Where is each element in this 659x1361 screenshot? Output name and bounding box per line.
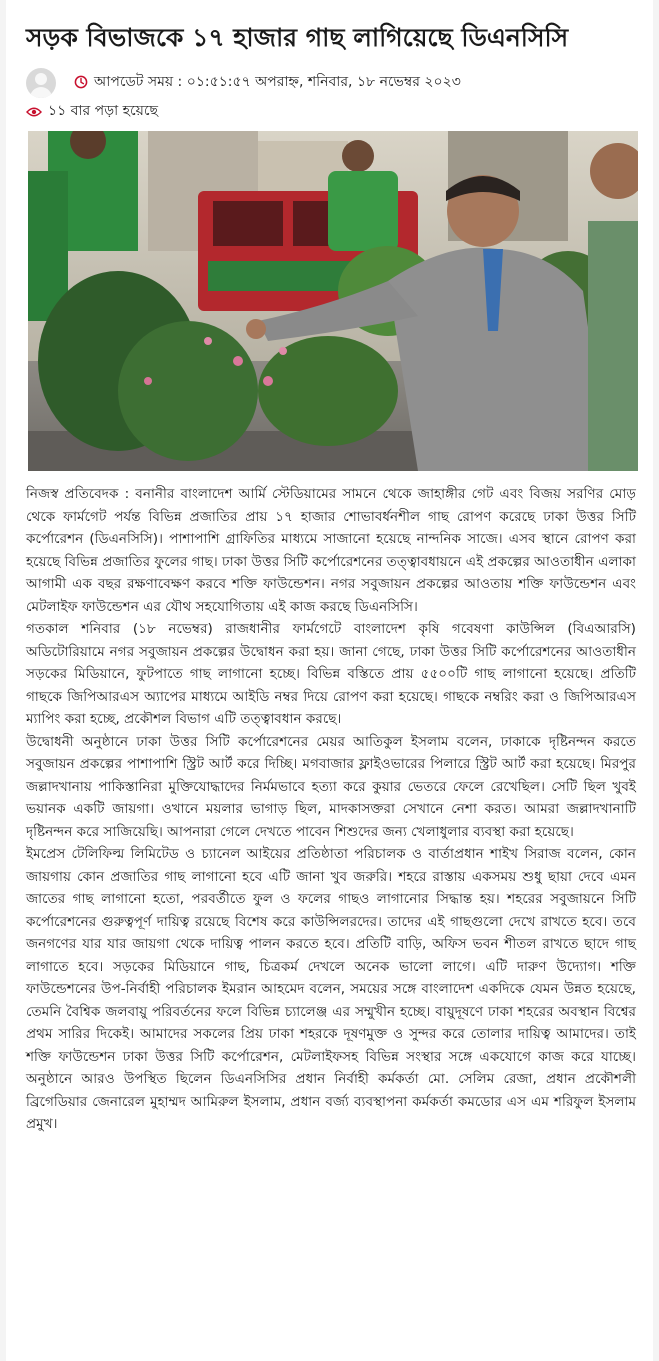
article-paragraph: ইমপ্রেস টেলিফিল্ম লিমিটেড ও চ্যানেল আইয়ের প্রতিষ্ঠাতা পরিচালক ও বার্তাপ্রধান শাইখ সিরাজ বলেন, কোন জায়গায় কোন প্রজাতির গাছ লাগানো হবে এটি জানা খুব জরুরি। শহরে রাস্তায় একসময় শুধু ছায়া দেবে এমন জাতের গাছ লাগানো হতো, পরবর্তীতে ফুল ও ফলের গাছও লাগানোর সিদ্ধান্ত হয়। শহরের সবুজায়নে সিটি কর্পোরেশনের গুরুত্বপূর্ণ দায়িত্ব রয়েছে বিশেষ করে কাউন্সিলরদের। তাদের এই গাছগুলো দেখে রাখতে হবে। তবে জনগণের যার যার জায়গা থেকে দায়িত্ব পালন করতে হবে। প্রতিটি বাড়ি, অফিস ভবন শীতল রাখতে ছাদে গাছ লাগাতে হবে। সড়কের মিডিয়ানে গাছ, চিত্রকর্ম দেখলে অনেক ভালো লাগে। এটি দারুণ উদ্যোগ। শক্তি ফাউন্ডেশনের উপ-নির্বাহী পরিচালক ইমরান আহমেদ বলেন, সময়ের সঙ্গে বাংলাদেশ একদিকে যেমন উন্নত হয়েছে, তেমনি বৈশ্বিক জলবায়ু পরিবর্তনের ফলে বিভিন্ন চ্যালেঞ্জ এর সম্মুখীন হচ্ছে। বায়ুদূষণে ঢাকা শহরের অবস্থান বিশ্বের প্রথম সারির দিকেই। আমাদের সকলের প্রিয় ঢাকা শহরকে দূষণমুক্ত ও সুন্দর করে তোলার দায়িত্ব আমাদের। তাই শক্তি ফাউন্ডেশন ঢাকা উত্তর সিটি কর্পোরেশন, মেটলাইফসহ বিভিন্ন সংস্থার সঙ্গে একযোগে কাজ করে যাচ্ছে। অনুষ্ঠানে আরও উপস্থিত ছিলেন ডিএনসিসির প্রধান নির্বাহী কর্মকর্তা মো. সেলিম রেজা, প্রধান প্রকৌশলী ব্রিগেডিয়ার জেনারেল মুহাম্মদ আমিরুল ইসলাম, প্রধান বর্জ্য ব্যবস্থাপনা কর্মকর্তা কমডোর এস এম শরিফুল ইসলাম প্রমুখ। [26, 846, 636, 1132]
article-meta [26, 68, 639, 126]
views-count-text: ১১ বার পড়া হয়েছে [48, 103, 158, 119]
views-count-row [26, 101, 158, 121]
article-paragraph: উদ্বোধনী অনুষ্ঠানে ঢাকা উত্তর সিটি কর্পোরেশনের মেয়র আতিকুল ইসলাম বলেন, ঢাকাকে দৃষ্টিনন্দন করতে সবুজায়ন প্রকল্পের পাশাপাশি স্ট্রিট আর্ট করে দিচ্ছি। মগবাজার ফ্লাইওভারের পিলারে স্ট্রিট আর্ট করা হয়েছে। মিরপুর জল্লাদখানায় পাকিস্তানিরা মুক্তিযোদ্ধাদের নির্মমভাবে হত্যা করে কুয়ার ভেতরে ফেলে রেখেছিল। সেটি ছিল খুবই ভয়ানক একটি জায়গা। ওখানে ময়লার ভাগাড় ছিল, মাদকাসক্তরা সেখানে নেশা করত। আমরা জল্লাদখানাটি দৃষ্টিনন্দন করে সাজিয়েছি। আপনারা গেলে দেখতে পাবেন শিশুদের জন্য খেলাধুলার ব্যবস্থা করা হয়েছে। [26, 733, 636, 840]
article-paragraph: নিজস্ব প্রতিবেদক : বনানীর বাংলাদেশ আর্মি স্টেডিয়ামের সামনে থেকে জাহাঙ্গীর গেট এবং বিজয় সরণির মোড় থেকে ফার্মগেট পর্যন্ত বিভিন্ন প্রজাতির প্রায় ১৭ হাজার শোভাবর্ধনশীল গাছ রোপণ করেছে ঢাকা উত্তর সিটি কর্পোরেশন (ডিএনসিসি)। পাশাপাশি গ্রাফিতির মাধ্যমে সাজানো হয়েছে নান্দনিক সাজে। এসব স্থানে রোপণ করা হয়েছে বিভিন্ন প্রজাতির ফুলের গাছ। ঢাকা উত্তর সিটি কর্পোরেশনের তত্ত্বাবধায়নে এই প্রকল্পের আওতাধীন এলাকা আগামী এক বছর রক্ষণাবেক্ষণ করবে শক্তি ফাউন্ডেশন। নগর সবুজায়ন প্রকল্পের আওতায় শক্তি ফাউন্ডেশন এবং মেটলাইফ ফাউন্ডেশন এর যৌথ সহযোগিতায় এই কাজ করছে ডিএনসিসি। [26, 486, 636, 615]
article-body [26, 483, 636, 1136]
author-avatar[interactable] [26, 68, 56, 98]
article-headline: সড়ক বিভাজকে ১৭ হাজার গাছ লাগিয়েছে ডিএনসিসি [26, 23, 569, 52]
update-time-row [74, 72, 461, 92]
article-photo [28, 131, 638, 471]
avatar-body-shape [30, 87, 52, 98]
clock-icon [74, 75, 88, 89]
article-page [6, 0, 653, 1361]
article-paragraph: গতকাল শনিবার (১৮ নভেম্বর) রাজধানীর ফার্মগেটে বাংলাদেশ কৃষি গবেষণা কাউন্সিল (বিএআরসি) অডিটোরিয়ামে নগর সবুজায়ন প্রকল্পের উদ্বোধন করা হয়। জানা গেছে, ঢাকা উত্তর সিটি কর্পোরেশনের আওতাধীন সড়কের মিডিয়ানে, ফুটপাতে গাছ লাগানো হচ্ছে। বিভিন্ন বস্তিতে প্রায় ৫৫০০টি গাছ লাগানো হয়েছে। প্রতিটি গাছকে জিপিআরএস অ্যাপের মাধ্যমে আইডি নম্বর দিয়ে রোপণ করা হয়েছে। গাছকে নম্বরিং করা ও জিপিআরএস ম্যাপিং করা হচ্ছে, প্রকৌশল বিভাগ এটি তত্ত্বাবধান করছে। [26, 621, 636, 727]
avatar-head-shape [35, 73, 47, 85]
update-time-text: আপডেট সময় : ০১:৫১:৫৭ অপরাহ্ন, শনিবার, ১৮ নভেম্বর ২০২৩ [94, 74, 461, 90]
eye-icon [26, 106, 42, 118]
